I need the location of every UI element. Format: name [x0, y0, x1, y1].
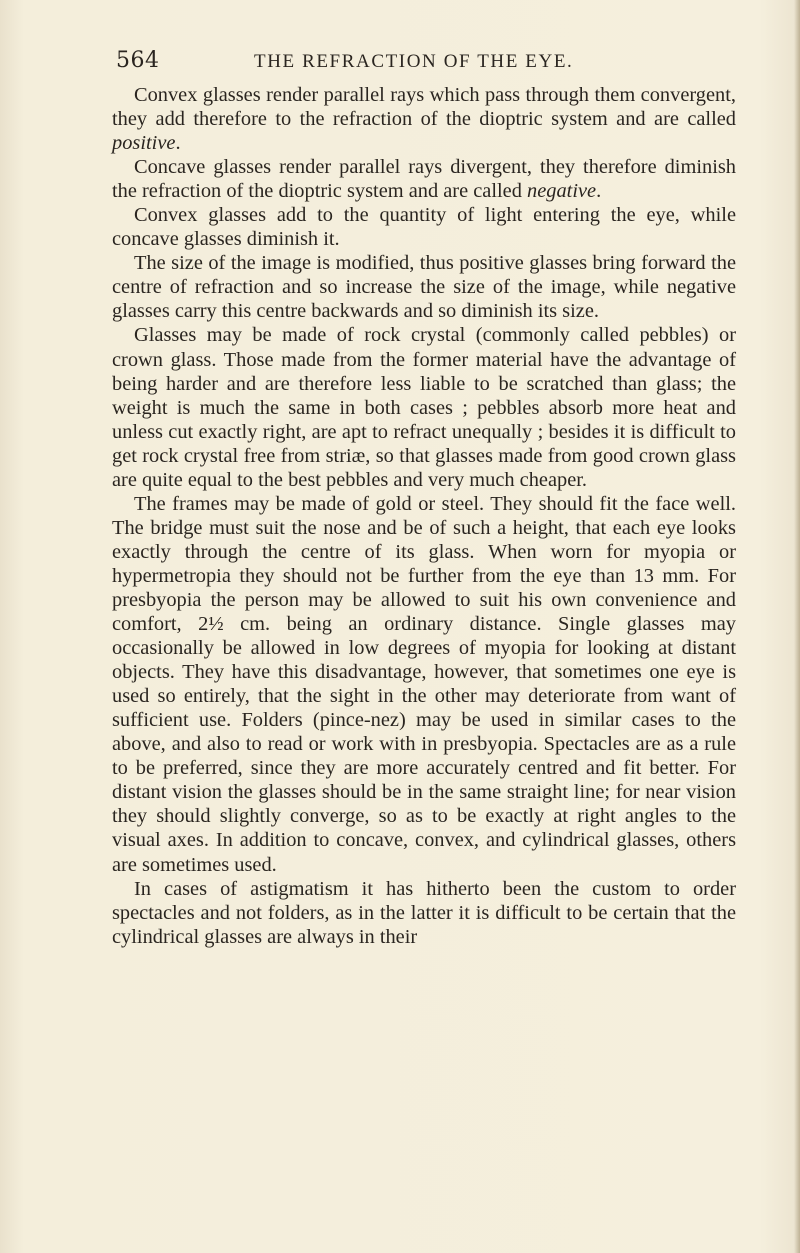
italic-term-positive: positive — [112, 132, 176, 155]
paragraph-frames: The frames may be made of gold or steel. They should fit the face well. The bridge must suit the nose and be of such a height, that each eye looks exactly through the centre of its glass. When worn for myopia or hypermetropia they should not be further from the eye than 13 mm. For presbyopia the person may be allowed to suit his own convenience and comfort, 2½ cm. being an ordinary distance. Single glasses may occasionally be allowed in low degrees of myopia for looking at distant objects. They have this disadvantage, however, that sometimes one eye is used so entirely, that the sight in the other may deteriorate from want of sufficient use. Folders (pince-nez) may be used in similar cases to the above, and also to read or work with in presbyopia. Spectacles are as a rule to be preferred, since they are more accurately centred and fit better. For distant vision the glasses should be in the same straight line; for near vision they should slightly converge, so as to be exactly at right angles to the visual axes. In addition to concave, convex, and cylindrical glasses, others are sometimes used. — [112, 492, 736, 876]
paragraph-materials: Glasses may be made of rock crystal (commonly called pebbles) or crown glass. Those made from the former material have the advantage of being harder and are therefore less liable to be scratched than glass; the weight is much the same in both cases ; pebbles absorb more heat and unless cut exactly right, are apt to refract unequally ; besides it is difficult to get rock crystal free from striæ, so that glasses made from good crown glass are quite equal to the best pebbles and very much cheaper. — [112, 324, 736, 491]
page-edge-shadow — [794, 0, 800, 1253]
paragraph-image-size: The size of the image is modified, thus positive glasses bring forward the centre of refraction and so increase the size of the image, while negative glasses carry this centre backwards and so diminish its size. — [112, 252, 736, 323]
paragraph-light-quantity: Convex glasses add to the quantity of light entering the eye, while concave glasses diminish it. — [112, 204, 736, 251]
paragraph-convex-glasses: Convex glasses render parallel rays which pass through them convergent, they add therefore to the refraction of the dioptric system and are called positive. — [112, 84, 736, 155]
body-text — [112, 83, 736, 949]
italic-term-negative: negative — [527, 180, 597, 203]
page-header — [116, 48, 738, 82]
paragraph-concave-glasses: Concave glasses render parallel rays divergent, they therefore diminish the refraction of the dioptric system and are called negative. — [112, 156, 736, 203]
running-title: THE REFRACTION OF THE EYE. — [254, 51, 574, 72]
page-number: 564 — [116, 48, 160, 73]
paragraph-astigmatism: In cases of astigmatism it has hitherto been the custom to order spectacles and not folders, as in the latter it is difficult to be certain that the cylindrical glasses are always in their — [112, 877, 736, 948]
